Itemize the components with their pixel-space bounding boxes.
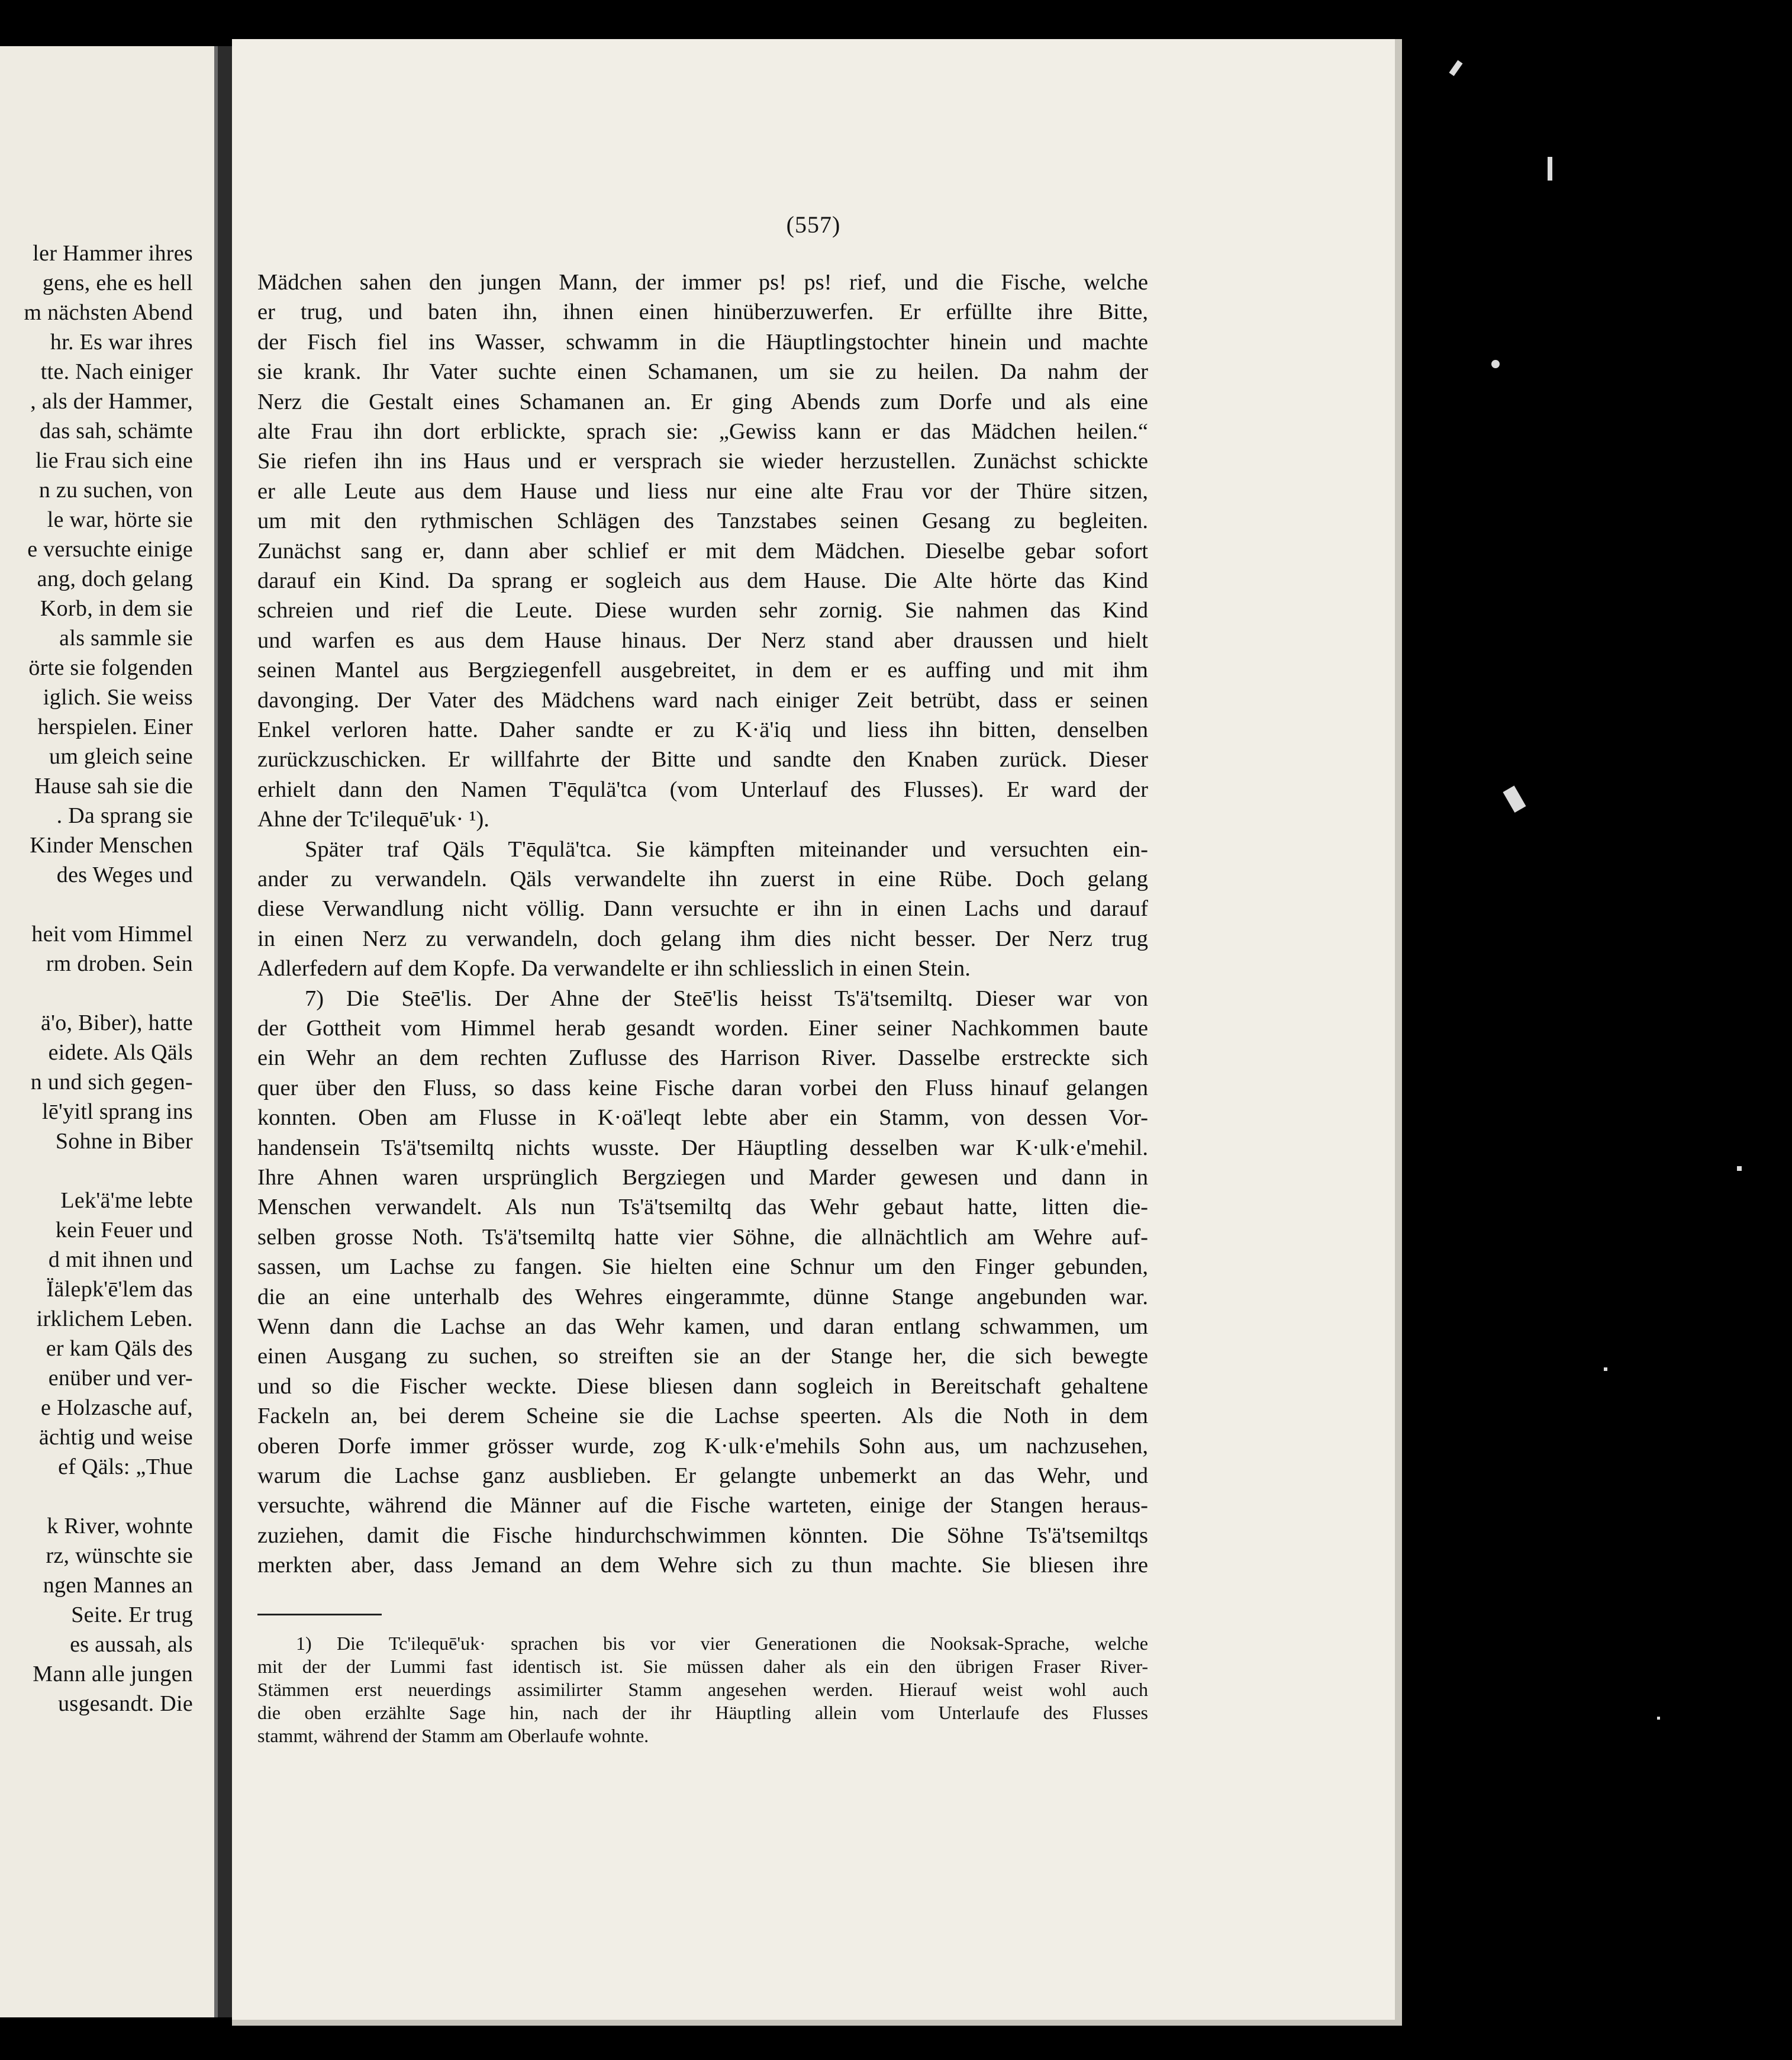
footnote-line: 1) Die Tc'ilequē'uk· sprachen bis vor vier Generationen die Nooksak-Sprache, welche <box>296 1633 1148 1654</box>
dust-speck <box>1491 360 1500 368</box>
body-line: Menschen verwandelt. Als nun Ts'ä'tsemiltq das Wehr gebaut hatte, litten die- <box>257 1195 1148 1220</box>
body-line: selben grosse Noth. Ts'ä'tsemiltq hatte vier Söhne, die allnächtlich am Wehre auf- <box>257 1224 1148 1250</box>
left-page-line: n und sich gegen- <box>30 1070 193 1095</box>
left-page-line: rm droben. Sein <box>46 951 193 976</box>
left-page-line: lie Frau sich eine <box>35 448 193 473</box>
left-page-line: d mit ihnen und <box>48 1247 193 1272</box>
left-page-line: . Da sprang sie <box>56 803 193 828</box>
left-page-line: m nächsten Abend <box>24 300 193 325</box>
body-line: versuchte, während die Männer auf die Fische warteten, einige der Stangen heraus- <box>257 1493 1148 1518</box>
body-line: konnten. Oben am Flusse in K·oä'leqt lebte aber ein Stamm, von dessen Vor- <box>257 1105 1148 1131</box>
body-line: merkten aber, dass Jemand an dem Wehre sich zu thun machte. Sie bliesen ihre <box>257 1553 1148 1578</box>
body-line: in einen Nerz zu verwandeln, doch gelang ihm dies nicht besser. Der Nerz trug <box>257 926 1148 951</box>
body-line: Mädchen sahen den jungen Mann, der immer ps! ps! rief, und die Fische, welche <box>257 270 1148 295</box>
body-line: und warfen es aus dem Hause hinaus. Der Nerz stand aber draussen und hielt <box>257 627 1148 653</box>
left-page-line: , als der Hammer, <box>30 389 193 414</box>
left-page-line: des Weges und <box>56 862 193 887</box>
body-line: Ihre Ahnen waren ursprünglich Bergziegen und Marder gewesen und dann in <box>257 1165 1148 1190</box>
body-line: Sie riefen ihn ins Haus und er versprach sie wieder herzustellen. Zunächst schickte <box>257 449 1148 474</box>
page-number: (557) <box>786 211 841 238</box>
body-line: warum die Lachse ganz ausblieben. Er gelangte unbemerkt an das Wehr, und <box>257 1463 1148 1488</box>
left-page-line: ang, doch gelang <box>37 566 193 591</box>
left-page-line: heit vom Himmel <box>31 922 193 947</box>
body-line: sassen, um Lachse zu fangen. Sie hielten eine Schnur um den Finger gebunden, <box>257 1254 1148 1280</box>
body-line: seinen Mantel aus Bergziegenfell ausgebreitet, in dem er es auffing und mit ihm <box>257 658 1148 683</box>
body-line: einen Ausgang zu suchen, so streiften sie an der Stange her, die sich bewegte <box>257 1344 1148 1369</box>
left-page-line: Kinder Menschen <box>30 833 193 858</box>
left-page-line: irklichem Leben. <box>36 1306 193 1331</box>
left-page-line: ngen Mannes an <box>43 1573 193 1598</box>
left-page-line: eidete. Als Qäls <box>48 1040 193 1065</box>
left-page-line: es aussah, als <box>70 1632 193 1657</box>
left-page-line: usgesandt. Die <box>58 1691 193 1716</box>
left-page-line: herspielen. Einer <box>37 714 193 739</box>
body-line: darauf ein Kind. Da sprang er sogleich aus dem Hause. Die Alte hörte das Kind <box>257 568 1148 593</box>
body-line: um mit den rythmischen Schlägen des Tanzstabes seinen Gesang zu begleiten. <box>257 508 1148 534</box>
body-line: zurückzuschicken. Er willfahrte der Bitte und sandte den Knaben zurück. Dieser <box>257 747 1148 772</box>
dust-speck <box>1737 1166 1742 1171</box>
left-page-line: ler Hammer ihres <box>33 241 193 266</box>
body-line: zuziehen, damit die Fische hindurchschwimmen könnten. Die Söhne Ts'ä'tsemiltqs <box>257 1523 1148 1548</box>
left-page-line: er kam Qäls des <box>46 1336 193 1361</box>
left-page-line: um gleich seine <box>49 744 193 769</box>
left-page-line: e Holzasche auf, <box>41 1395 193 1420</box>
left-page <box>0 46 218 2017</box>
left-page-line: tte. Nach einiger <box>40 359 193 384</box>
dust-speck <box>1657 1717 1660 1720</box>
left-page-line: e versuchte einige <box>27 537 193 562</box>
body-line: diese Verwandlung nicht völlig. Dann versuchte er ihn in einen Lachs und darauf <box>257 896 1148 922</box>
body-line: ander zu verwandeln. Qäls verwandelte ihn zuerst in eine Rübe. Doch gelang <box>257 867 1148 891</box>
left-page-line: n zu suchen, von <box>38 478 193 503</box>
left-page-line: kein Feuer und <box>55 1218 193 1243</box>
page-sheet <box>232 39 1402 2026</box>
footnote-divider <box>257 1614 382 1615</box>
left-page-line: k River, wohnte <box>47 1514 193 1538</box>
body-line: Fackeln an, bei derem Scheine sie die Lachse speerten. Als die Noth in dem <box>257 1404 1148 1429</box>
body-line: Enkel verloren hatte. Daher sandte er zu K·ä'iq und liess ihn bitten, denselben <box>257 717 1148 742</box>
body-line: erhielt dann den Namen T'ēqulä'tca (vom Unterlauf des Flusses). Er ward der <box>257 777 1148 802</box>
body-line: Wenn dann die Lachse an das Wehr kamen, und daran entlang schwammen, um <box>257 1314 1148 1339</box>
left-page-line: lē'yitl sprang ins <box>42 1099 193 1124</box>
book-gutter <box>218 46 232 2017</box>
body-line: 7) Die Steē'lis. Der Ahne der Steē'lis heisst Ts'ä'tsemiltq. Dieser war von <box>305 986 1148 1011</box>
left-page-line: iglich. Sie weiss <box>43 685 193 710</box>
left-page-line: le war, hörte sie <box>47 507 193 532</box>
body-line: Adlerfedern auf dem Kopfe. Da verwandelte er ihn schliesslich in einen Stein. <box>257 956 971 981</box>
left-page-line: örte sie folgenden <box>28 655 193 680</box>
body-line: oberen Dorfe immer grösser wurde, zog K·ulk·e'mehils Sohn aus, um nachzusehen, <box>257 1433 1148 1459</box>
footnote-line: mit der der Lummi fast identisch ist. Sie müssen daher als ein den übrigen Fraser River- <box>257 1656 1148 1677</box>
left-page-line: als sammle sie <box>59 626 193 651</box>
body-line: er alle Leute aus dem Hause und liess nur eine alte Frau vor der Thüre sitzen, <box>257 478 1148 504</box>
body-line: Zunächst sang er, dann aber schlief er mit dem Mädchen. Dieselbe gebar sofort <box>257 538 1148 564</box>
left-page-line: Ïälepk'ē'lem das <box>46 1277 193 1302</box>
left-page-line: rz, wünschte sie <box>46 1543 193 1568</box>
left-page-line: Korb, in dem sie <box>40 596 193 621</box>
dust-speck <box>1548 157 1552 181</box>
body-line: ein Wehr an dem rechten Zuflusse des Harrison River. Dasselbe erstreckte sich <box>257 1045 1148 1071</box>
body-line: Ahne der Tc'ilequē'uk· ¹). <box>257 807 489 832</box>
body-line: Später traf Qäls T'ēqulä'tca. Sie kämpften miteinander und versuchten ein- <box>305 836 1148 862</box>
left-page-line: Sohne in Biber <box>55 1129 193 1154</box>
footnote-line: die oben erzählte Sage hin, nach der ihr Häuptling allein vom Unterlaufe des Flusses <box>257 1702 1148 1723</box>
body-line: die an eine unterhalb des Wehres eingerammte, dünne Stange angebunden war. <box>257 1284 1148 1309</box>
left-page-line: hr. Es war ihres <box>50 330 193 355</box>
body-line: der Gottheit vom Himmel herab gesandt worden. Einer seiner Nachkommen baute <box>257 1016 1148 1041</box>
left-page-line: das sah, schämte <box>39 419 193 443</box>
dust-speck <box>1604 1367 1607 1371</box>
body-line: handensein Ts'ä'tsemiltq nichts wusste. Der Häuptling desselben war K·ulk·e'mehil. <box>257 1135 1148 1160</box>
body-line: schreien und rief die Leute. Diese wurden sehr zornig. Sie nahmen das Kind <box>257 598 1148 623</box>
body-line: quer über den Fluss, so dass keine Fische daran vorbei den Fluss hinauf gelangen <box>257 1075 1148 1100</box>
footnote-line: Stämmen erst neuerdings assimilirter Stamm angesehen werden. Hierauf weist wohl auch <box>257 1679 1148 1700</box>
left-page-line: gens, ehe es hell <box>42 271 193 295</box>
footnote-line: stammt, während der Stamm am Oberlaufe wohnte. <box>257 1725 649 1746</box>
left-page-line: ef Qäls: „Thue <box>58 1454 193 1479</box>
left-page-line: ä'o, Biber), hatte <box>40 1010 193 1035</box>
body-line: Nerz die Gestalt eines Schamanen an. Er ging Abends zum Dorfe und als eine <box>257 389 1148 414</box>
body-line: und so die Fischer weckte. Diese bliesen dann sogleich in Bereitschaft gehaltene <box>257 1373 1148 1399</box>
body-line: er trug, und baten ihn, ihnen einen hinüberzuwerfen. Er erfüllte ihre Bitte, <box>257 300 1148 325</box>
body-line: alte Frau ihn dort erblickte, sprach sie: „Gewiss kann er das Mädchen heilen.“ <box>257 419 1148 444</box>
body-line: sie krank. Ihr Vater suchte einen Schamanen, um sie zu heilen. Da nahm der <box>257 359 1148 385</box>
left-page-line: Seite. Er trug <box>71 1602 193 1627</box>
main-page <box>232 39 1792 2040</box>
left-page-line: enüber und ver- <box>48 1366 193 1390</box>
body-line: der Fisch fiel ins Wasser, schwamm in die Häuptlingstochter hinein und machte <box>257 329 1148 355</box>
left-page-line: Hause sah sie die <box>34 774 193 799</box>
left-page-line: Lek'ä'me lebte <box>60 1188 193 1213</box>
body-line: davonging. Der Vater des Mädchens ward nach einiger Zeit betrübt, dass er seinen <box>257 687 1148 713</box>
left-page-line: ächtig und weise <box>38 1425 193 1450</box>
left-page-line: Mann alle jungen <box>33 1662 193 1686</box>
